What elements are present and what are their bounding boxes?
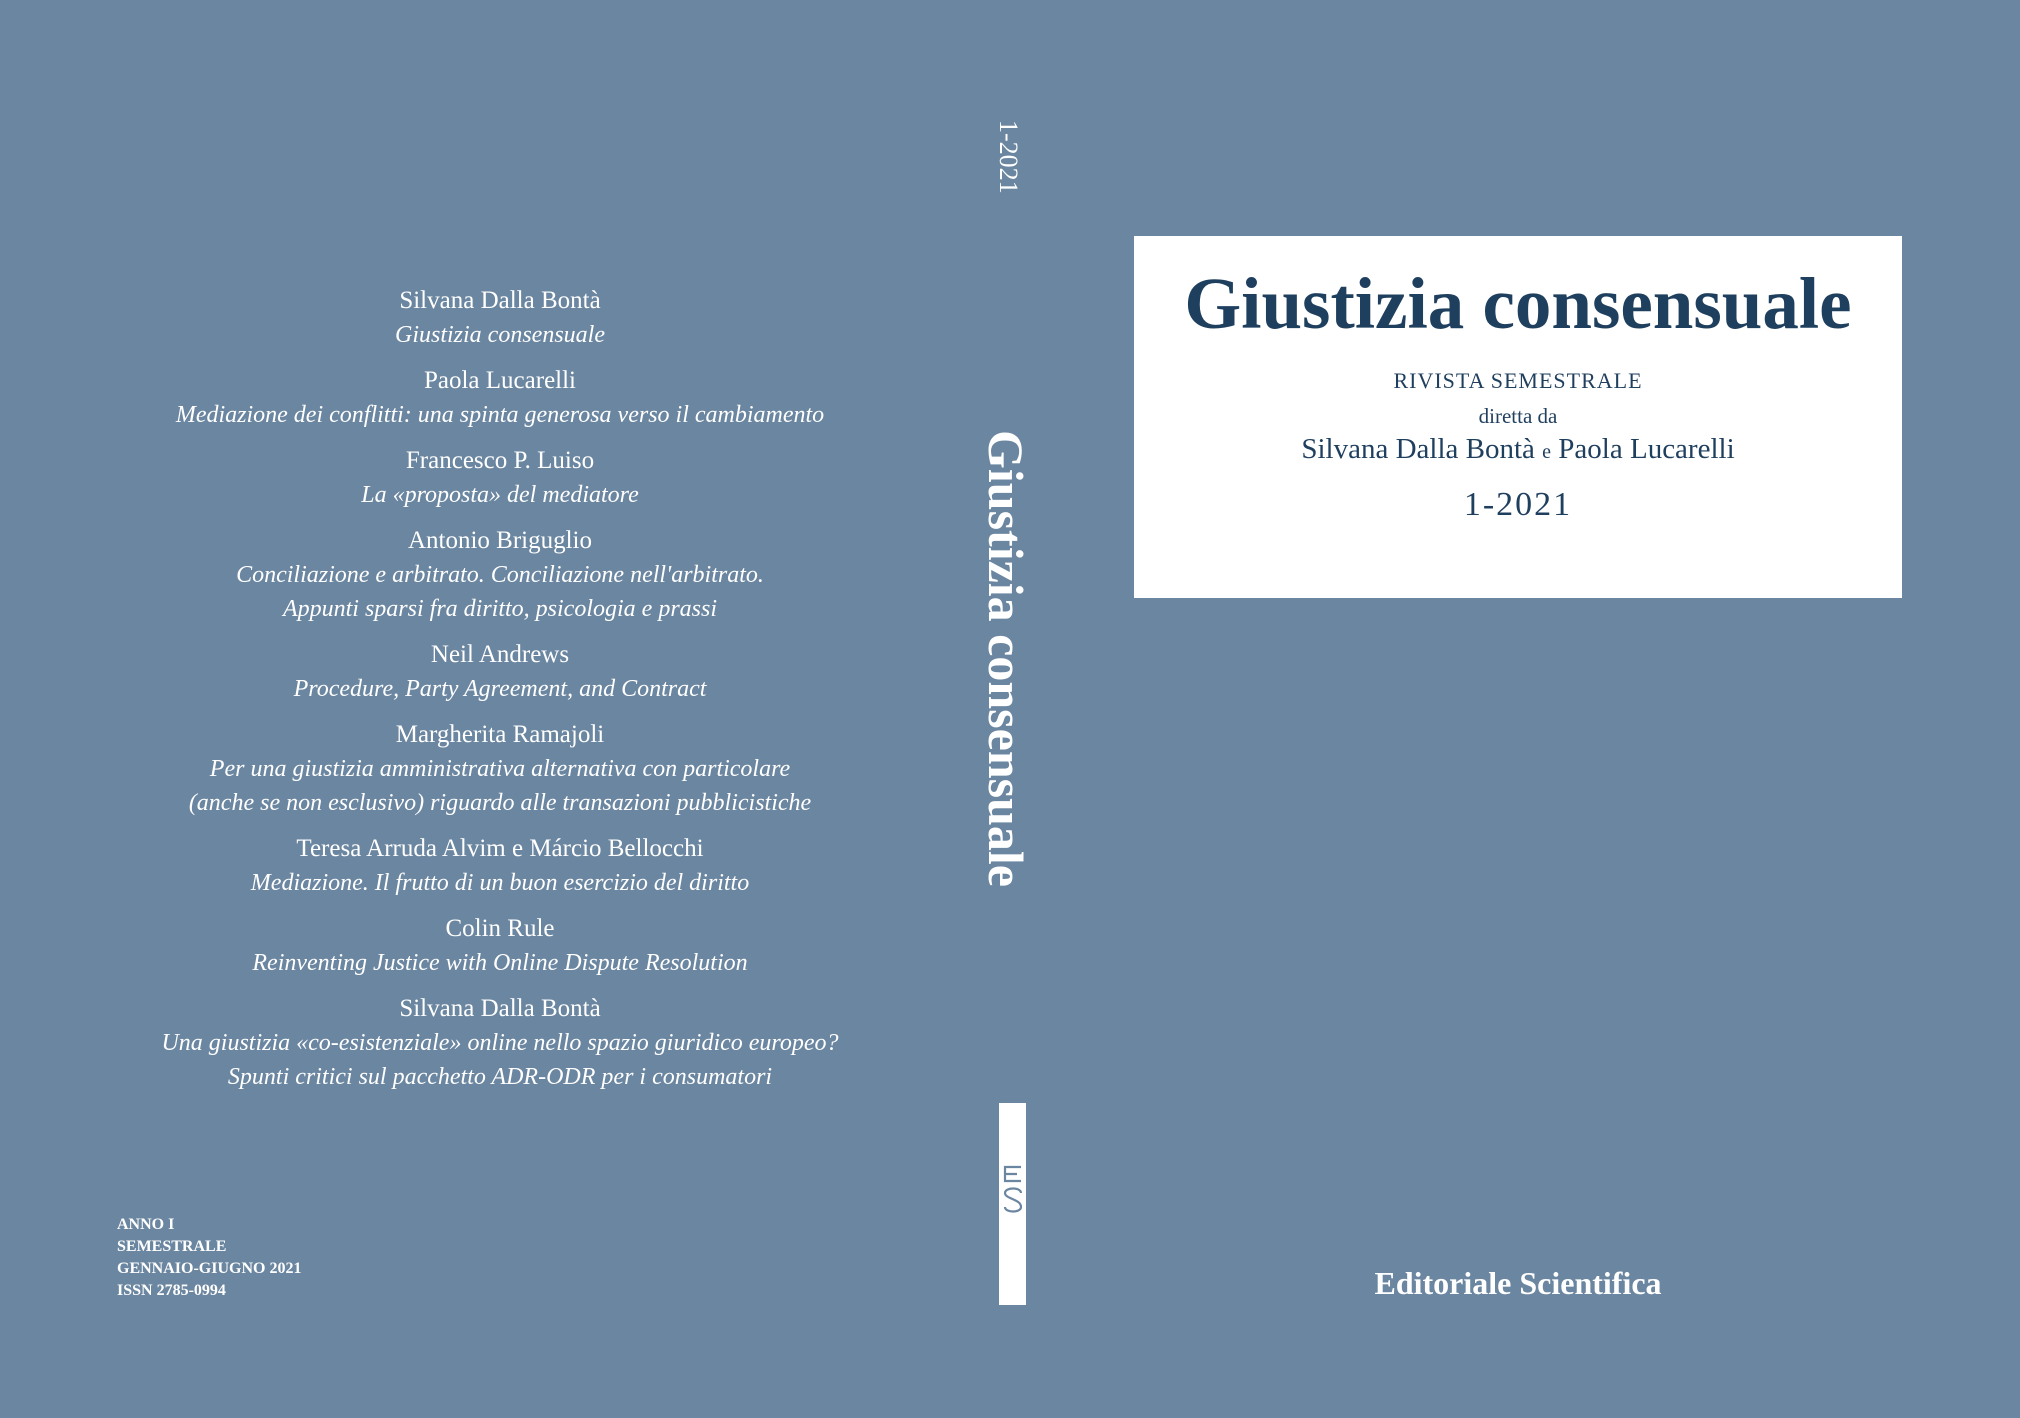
publisher-name: Editoriale Scientifica <box>1374 1265 1662 1301</box>
contents-entry <box>100 831 900 900</box>
article-title: Conciliazione e arbitrato. Conciliazione nell'arbitrato. <box>236 562 764 588</box>
title-box <box>1134 236 1902 598</box>
table-of-contents <box>100 283 900 1105</box>
journal-title: Giustizia consensuale <box>1184 263 1852 344</box>
colophon-year: ANNO I <box>117 1216 175 1233</box>
article-author: Margherita Ramajoli <box>395 721 605 748</box>
contents-entry <box>100 523 900 626</box>
editor-name: Paola Lucarelli <box>1558 433 1735 466</box>
spine-title: Giustizia consensuale <box>978 430 1034 887</box>
colophon-issn: ISSN 2785-0994 <box>117 1282 226 1299</box>
colophon <box>117 1214 301 1302</box>
colophon-frequency: SEMESTRALE <box>117 1238 227 1255</box>
directed-by: diretta da <box>1478 404 1558 429</box>
article-title: Appunti sparsi fra diritto, psicologia e prassi <box>282 596 718 622</box>
article-author: Teresa Arruda Alvim e Márcio Bellocchi <box>296 835 704 862</box>
contents-entry <box>100 991 900 1094</box>
article-title: Mediazione dei conflitti: una spinta generosa verso il cambiamento <box>175 402 825 428</box>
article-author: Paola Lucarelli <box>423 367 576 394</box>
article-title: La «proposta» del mediatore <box>361 482 639 508</box>
editors <box>1134 433 1902 466</box>
back-cover <box>0 0 980 1418</box>
contents-entry <box>100 443 900 512</box>
contents-entry <box>100 283 900 352</box>
article-title: Mediazione. Il frutto di un buon esercizio del diritto <box>250 870 750 896</box>
issue-number: 1-2021 <box>1463 486 1573 524</box>
article-title: Giustizia consensuale <box>395 322 605 348</box>
contents-entry <box>100 637 900 706</box>
article-title: Una giustizia «co-esistenziale» online nello spazio giuridico europeo? <box>161 1030 839 1056</box>
article-title: Spunti critici sul pacchetto ADR-ODR per i consumatori <box>227 1064 773 1090</box>
article-title: Procedure, Party Agreement, and Contract <box>293 676 707 702</box>
article-author: Neil Andrews <box>430 641 570 668</box>
front-cover <box>1060 0 2020 1418</box>
article-title: (anche se non esclusivo) riguardo alle transazioni pubblicistiche <box>188 790 812 816</box>
colophon-period: GENNAIO-GIUGNO 2021 <box>117 1260 302 1277</box>
contents-entry <box>100 911 900 980</box>
article-title: Reinventing Justice with Online Dispute Resolution <box>252 950 748 976</box>
article-author: Silvana Dalla Bontà <box>399 995 601 1022</box>
es-publisher-logo-icon <box>999 1103 1026 1305</box>
article-author: Colin Rule <box>445 915 555 942</box>
article-author: Antonio Briguglio <box>407 527 593 554</box>
article-author: Silvana Dalla Bontà <box>399 287 601 314</box>
contents-entry <box>100 717 900 820</box>
journal-kind: RIVISTA SEMESTRALE <box>1393 368 1643 394</box>
editor-conjunction: e <box>1542 441 1552 464</box>
article-title: Per una giustizia amministrativa alternativa con particolare <box>209 756 791 782</box>
spine-issue: 1-2021 <box>994 120 1023 194</box>
editor-name: Silvana Dalla Bontà <box>1301 433 1535 466</box>
contents-entry <box>100 363 900 432</box>
article-author: Francesco P. Luiso <box>405 447 595 474</box>
